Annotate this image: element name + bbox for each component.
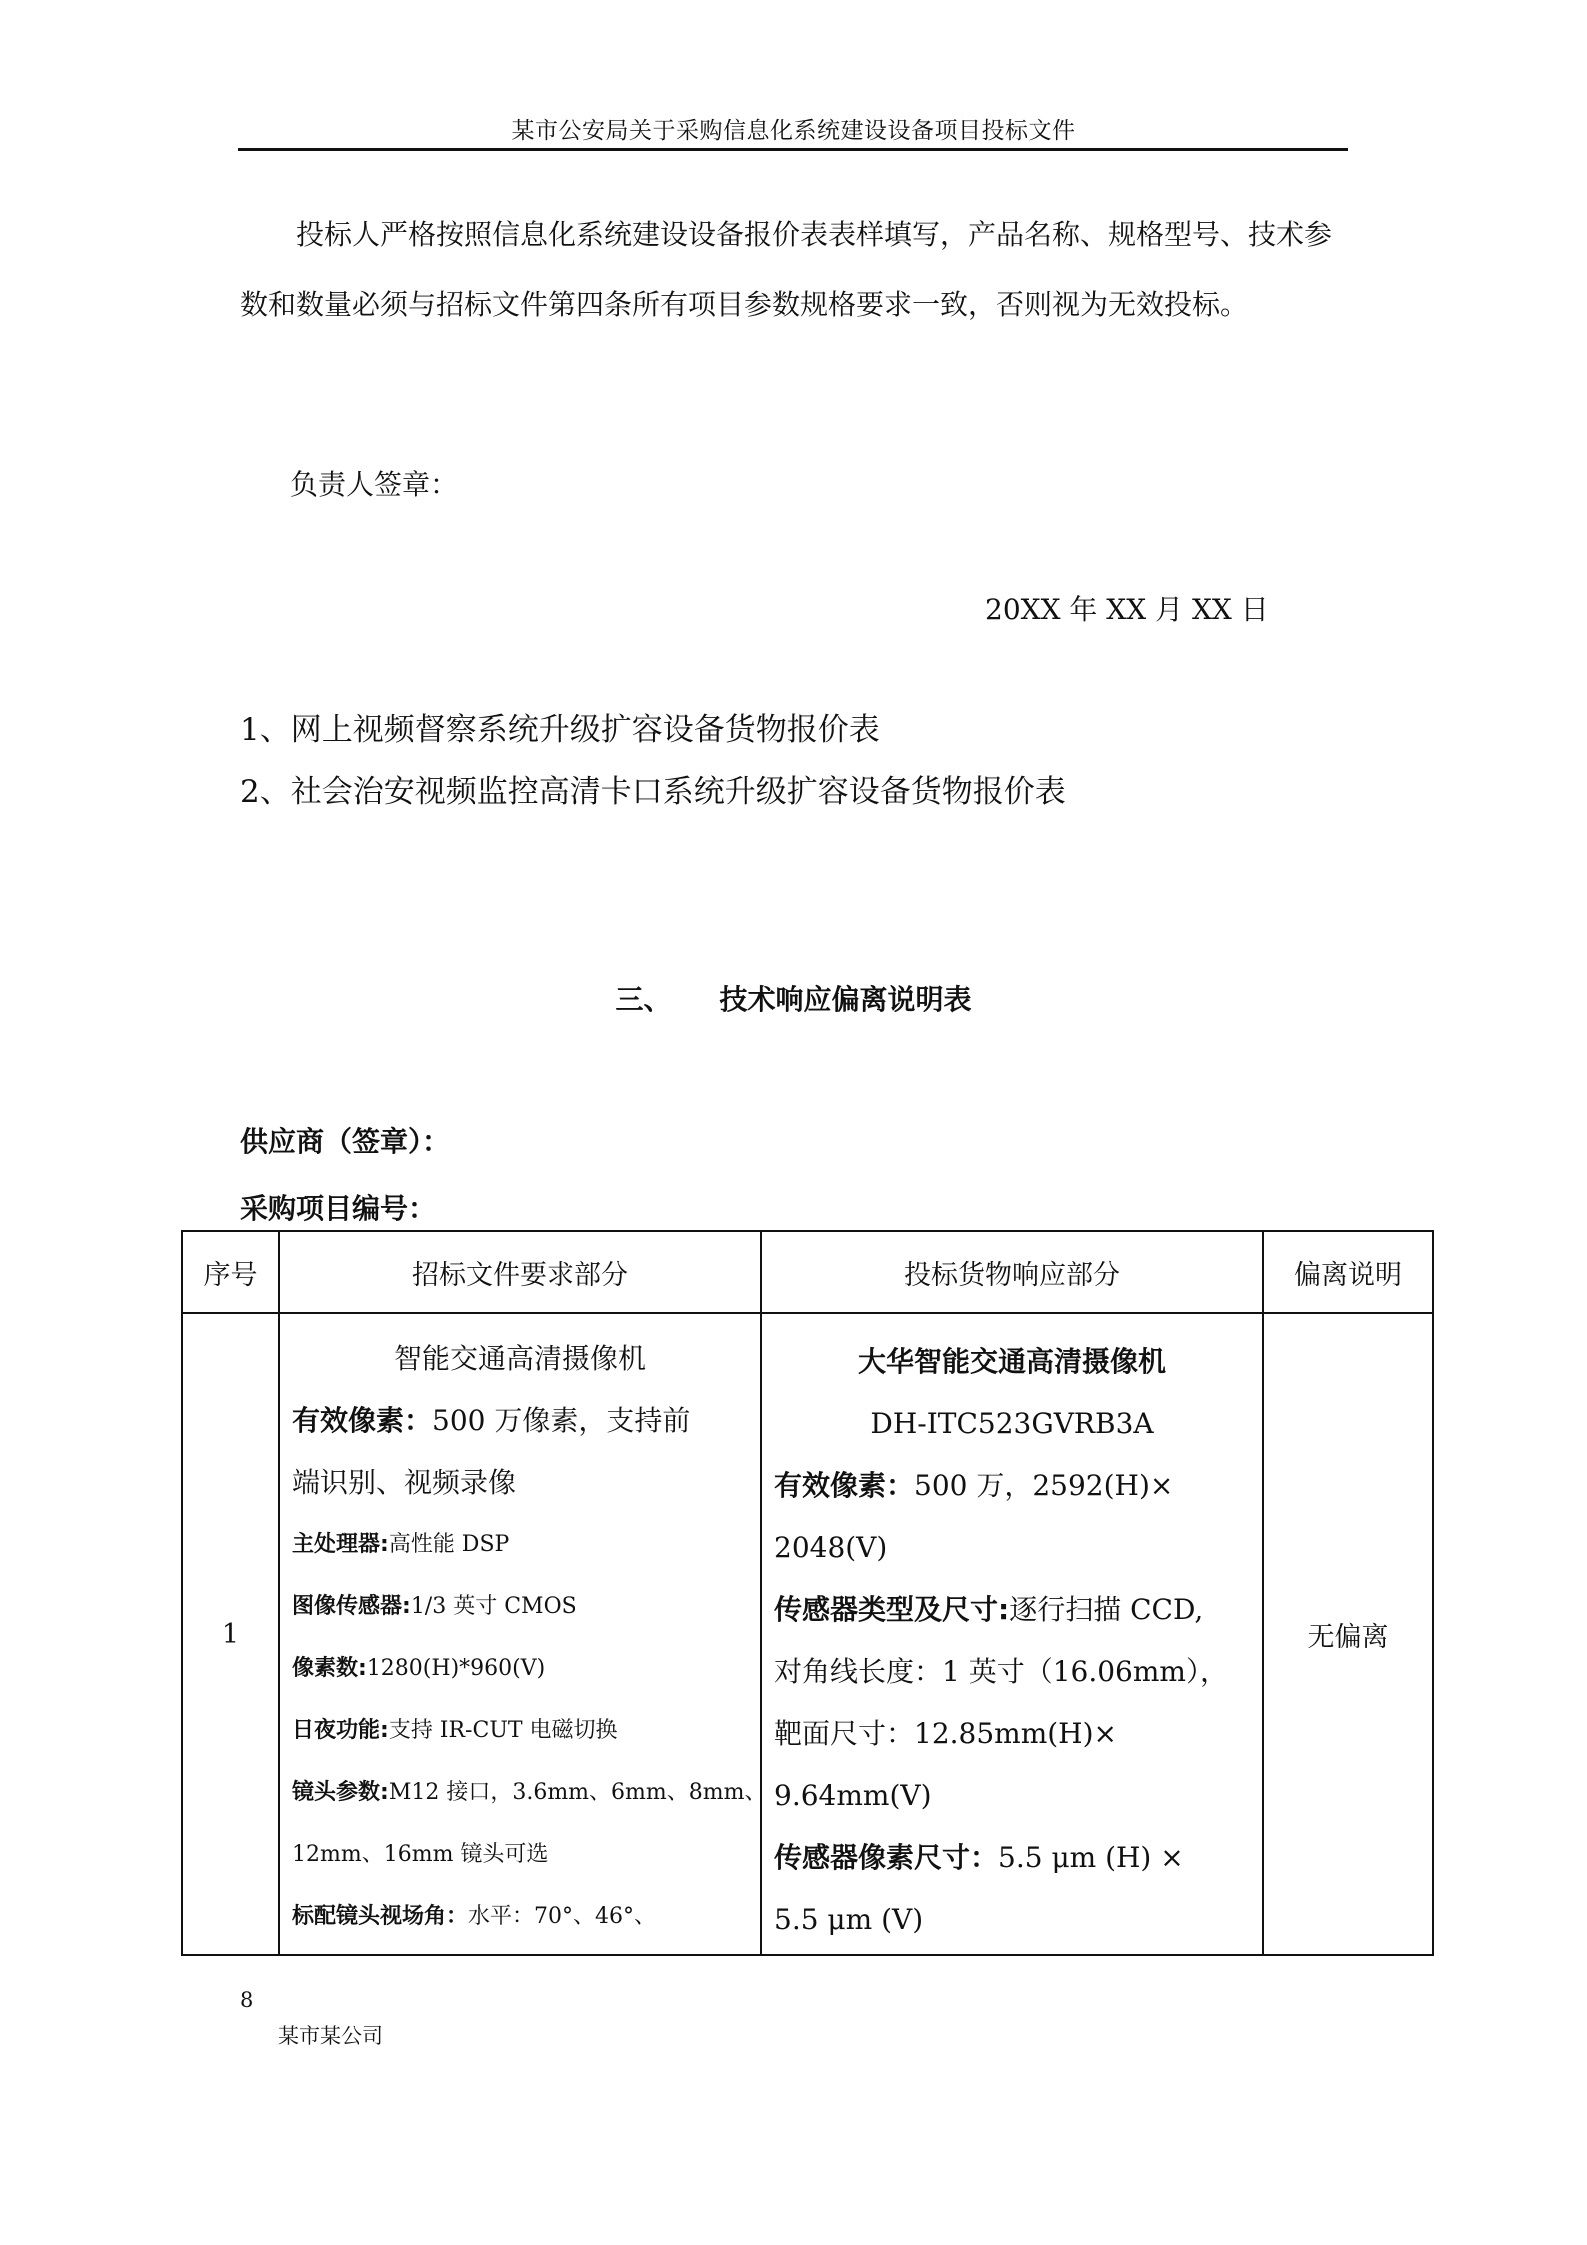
signature-label: 负责人签章： bbox=[290, 468, 459, 501]
response-line: 传感器类型及尺寸:逐行扫描 CCD, bbox=[774, 1593, 1204, 1626]
section-title: 技术响应偏离说明表 bbox=[719, 983, 972, 1016]
page-number: 8 bbox=[240, 1988, 254, 2012]
notice-paragraph: 投标人严格按照信息化系统建设设备报价表表样填写，产品名称、规格型号、技术参数和数量必须与招标文件第四条所有项目参数规格要求一致，否则视为无效投标。 bbox=[240, 218, 1333, 321]
requirement-cell bbox=[279, 1313, 767, 1955]
document-header-title: 某市公安局关于采购信息化系统建设设备项目投标文件 bbox=[511, 118, 1076, 144]
response-line: 靶面尺寸：12.85mm(H)× bbox=[774, 1717, 1117, 1750]
requirement-line: 图像传感器:1/3 英寸 CMOS bbox=[292, 1594, 577, 1619]
table-header-row bbox=[182, 1231, 1433, 1313]
header-divider bbox=[238, 148, 1348, 151]
header-requirement: 招标文件要求部分 bbox=[279, 1231, 761, 1313]
requirement-line: 日夜功能:支持 IR-CUT 电磁切换 bbox=[292, 1718, 618, 1743]
requirement-line: 12mm、16mm 镜头可选 bbox=[292, 1842, 549, 1867]
row-seq: 1 bbox=[182, 1313, 279, 1955]
header-seq: 序号 bbox=[182, 1231, 279, 1313]
header-response: 投标货物响应部分 bbox=[761, 1231, 1263, 1313]
requirement-line: 端识别、视频录像 bbox=[292, 1466, 517, 1499]
requirement-line: 像素数:1280(H)*960(V) bbox=[292, 1656, 546, 1681]
section-number: 三、 bbox=[615, 983, 672, 1016]
response-line: 传感器像素尺寸：5.5 μm (H) × bbox=[774, 1841, 1184, 1874]
response-line: 2048(V) bbox=[774, 1531, 888, 1564]
project-number-label: 采购项目编号： bbox=[240, 1192, 437, 1225]
footer-company: 某市某公司 bbox=[278, 2024, 383, 2048]
header-deviation: 偏离说明 bbox=[1263, 1231, 1433, 1313]
response-title: 大华智能交通高清摄像机 bbox=[857, 1345, 1166, 1378]
response-line: 有效像素：500 万，2592(H)× bbox=[774, 1469, 1174, 1502]
deviation-table bbox=[181, 1230, 1434, 1956]
section-heading bbox=[0, 978, 1587, 1018]
requirement-line: 有效像素：500 万像素，支持前 bbox=[292, 1404, 691, 1437]
table-row bbox=[182, 1313, 1433, 1955]
requirement-line: 镜头参数:M12 接口，3.6mm、6mm、8mm、 bbox=[292, 1780, 767, 1805]
response-line: 9.64mm(V) bbox=[774, 1779, 932, 1812]
response-line: 5.5 μm (V) bbox=[774, 1903, 924, 1936]
response-cell bbox=[761, 1313, 1263, 1955]
deviation-note: 无偏离 bbox=[1263, 1313, 1433, 1955]
requirement-line: 标配镜头视场角：水平：70°、46°、 bbox=[292, 1904, 657, 1929]
quote-list-item: 2、社会治安视频监控高清卡口系统升级扩容设备货物报价表 bbox=[240, 774, 1066, 810]
requirement-line: 主处理器:高性能 DSP bbox=[292, 1532, 510, 1557]
supplier-signature-label: 供应商（签章）： bbox=[240, 1125, 451, 1158]
response-line: 对角线长度：1 英寸（16.06mm）， bbox=[774, 1655, 1228, 1688]
signature-date: 20XX 年 XX 月 XX 日 bbox=[985, 593, 1269, 626]
requirement-title: 智能交通高清摄像机 bbox=[393, 1342, 646, 1375]
quote-list-item: 1、网上视频督察系统升级扩容设备货物报价表 bbox=[240, 712, 880, 748]
response-model: DH-ITC523GVRB3A bbox=[870, 1407, 1154, 1440]
